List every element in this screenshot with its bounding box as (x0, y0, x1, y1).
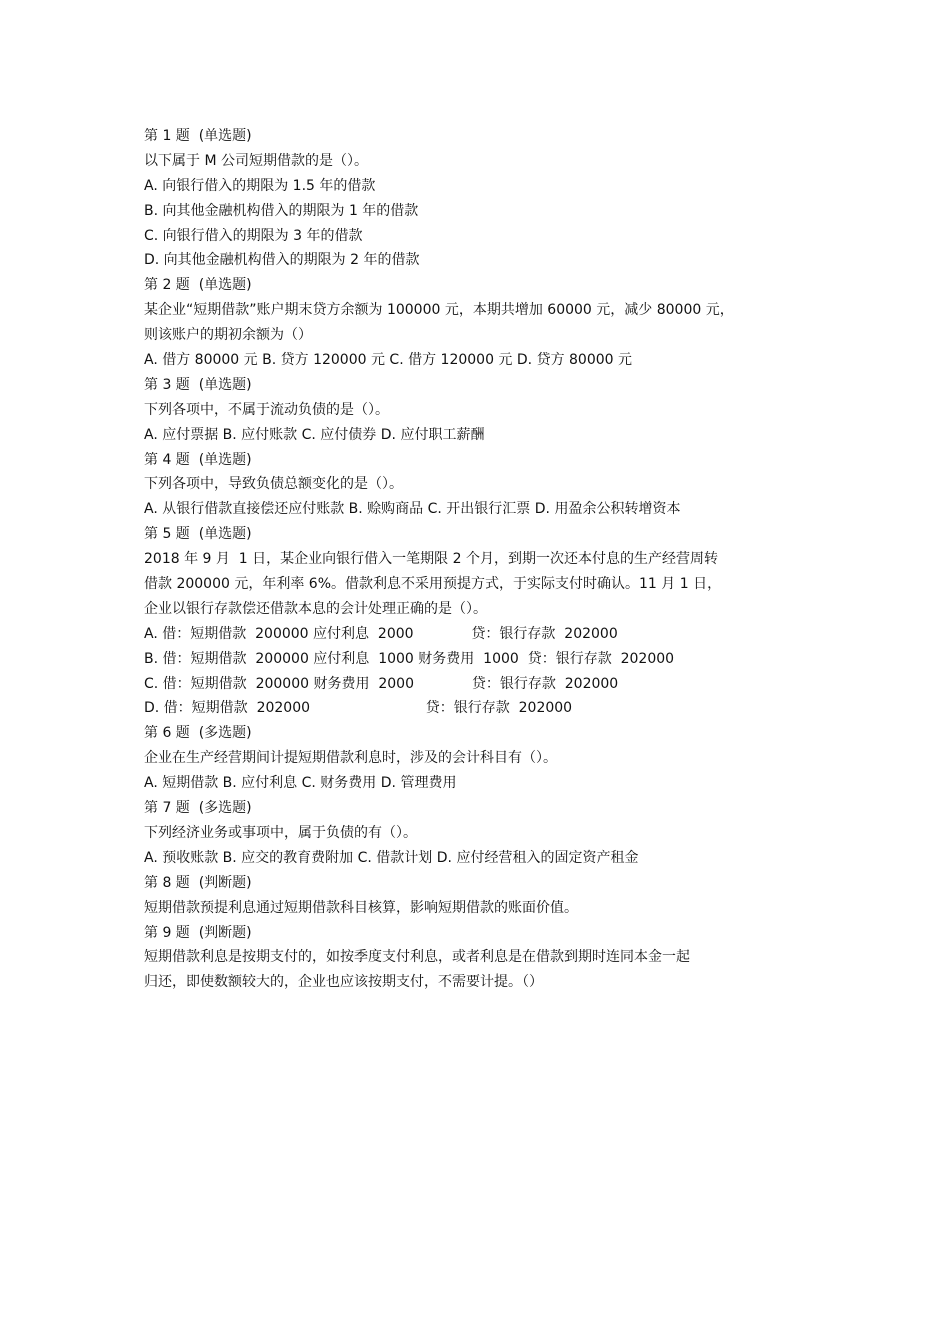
question-8-stem: 短期借款预提利息通过短期借款科目核算，影响短期借款的账面价值。 (144, 899, 578, 916)
question-8-header: 第 8 题 (判断题) (144, 874, 252, 891)
question-6-stem: 企业在生产经营期间计提短期借款利息时，涉及的会计科目有（）。 (144, 750, 557, 767)
question-6-options: A. 短期借款 B. 应付利息 C. 财务费用 D. 管理费用 (144, 775, 457, 792)
question-1-header: 第 1 题 (单选题) (144, 128, 252, 144)
question-4-options: A. 从银行借款直接偿还应付账款 B. 赊购商品 C. 开出银行汇票 D. 用盈余公积转增资本 (144, 501, 681, 518)
question-3-header: 第 3 题 (单选题) (144, 376, 252, 393)
question-5-option-d: D. 借：短期借款 202000 贷：银行存款 202000 (144, 700, 573, 717)
question-7-stem: 下列经济业务或事项中，属于负债的有（）。 (144, 824, 417, 841)
question-1-option-b: B. 向其他金融机构借入的期限为 1 年的借款 (144, 202, 419, 219)
question-5-header: 第 5 题 (单选题) (144, 526, 252, 543)
question-9-stem-line-2: 归还，即使数额较大的，企业也应该按期支付，不需要计提。（） (144, 974, 543, 991)
question-5-stem-line-3: 企业以银行存款偿还借款本息的会计处理正确的是（）。 (144, 600, 487, 617)
question-5-option-b: B. 借：短期借款 200000 应付利息 1000 财务费用 1000 贷：银行存款 202000 (144, 650, 675, 667)
question-1-option-a: A. 向银行借入的期限为 1.5 年的借款 (144, 177, 376, 194)
question-1-option-d: D. 向其他金融机构借入的期限为 2 年的借款 (144, 252, 420, 269)
question-5-option-a: A. 借：短期借款 200000 应付利息 2000 贷：银行存款 202000 (144, 625, 618, 642)
question-5-stem-line-1: 2018 年 9 月 1 日，某企业向银行借入一笔期限 2 个月，到期一次还本付息的生产经营周转 (144, 551, 718, 568)
question-2-stem-line-2: 则该账户的期初余额为（） (144, 327, 312, 344)
question-2-options: A. 借方 80000 元 B. 贷方 120000 元 C. 借方 120000 元 D. 贷方 80000 元 (144, 352, 633, 369)
question-5-option-c: C. 借：短期借款 200000 财务费用 2000 贷：银行存款 202000 (144, 675, 619, 692)
question-7-options: A. 预收账款 B. 应交的教育费附加 C. 借款计划 D. 应付经营租入的固定资产租金 (144, 849, 639, 866)
question-1-option-c: C. 向银行借入的期限为 3 年的借款 (144, 227, 363, 244)
question-5-stem-line-2: 借款 200000 元，年利率 6%。借款利息不采用预提方式，于实际支付时确认。11 月 1 日， (144, 576, 722, 593)
question-1-stem: 以下属于 M 公司短期借款的是（）。 (144, 152, 368, 169)
question-9-stem-line-1: 短期借款利息是按期支付的，如按季度支付利息，或者利息是在借款到期时连同本金一起 (144, 949, 690, 966)
question-2-stem-line-1: 某企业“短期借款”账户期末贷方余额为 100000 元，本期共增加 60000 元，减少 80000 元， (144, 302, 734, 319)
question-3-options: A. 应付票据 B. 应付账款 C. 应付债券 D. 应付职工薪酬 (144, 426, 485, 443)
document-body (144, 124, 824, 995)
question-2-header: 第 2 题 (单选题) (144, 277, 252, 294)
question-7-header: 第 7 题 (多选题) (144, 800, 252, 817)
question-4-stem: 下列各项中，导致负债总额变化的是（）。 (144, 476, 403, 493)
question-9-header: 第 9 题 (判断题) (144, 924, 252, 941)
question-6-header: 第 6 题 (多选题) (144, 725, 252, 742)
question-4-header: 第 4 题 (单选题) (144, 451, 252, 468)
question-3-stem: 下列各项中，不属于流动负债的是（）。 (144, 401, 389, 418)
